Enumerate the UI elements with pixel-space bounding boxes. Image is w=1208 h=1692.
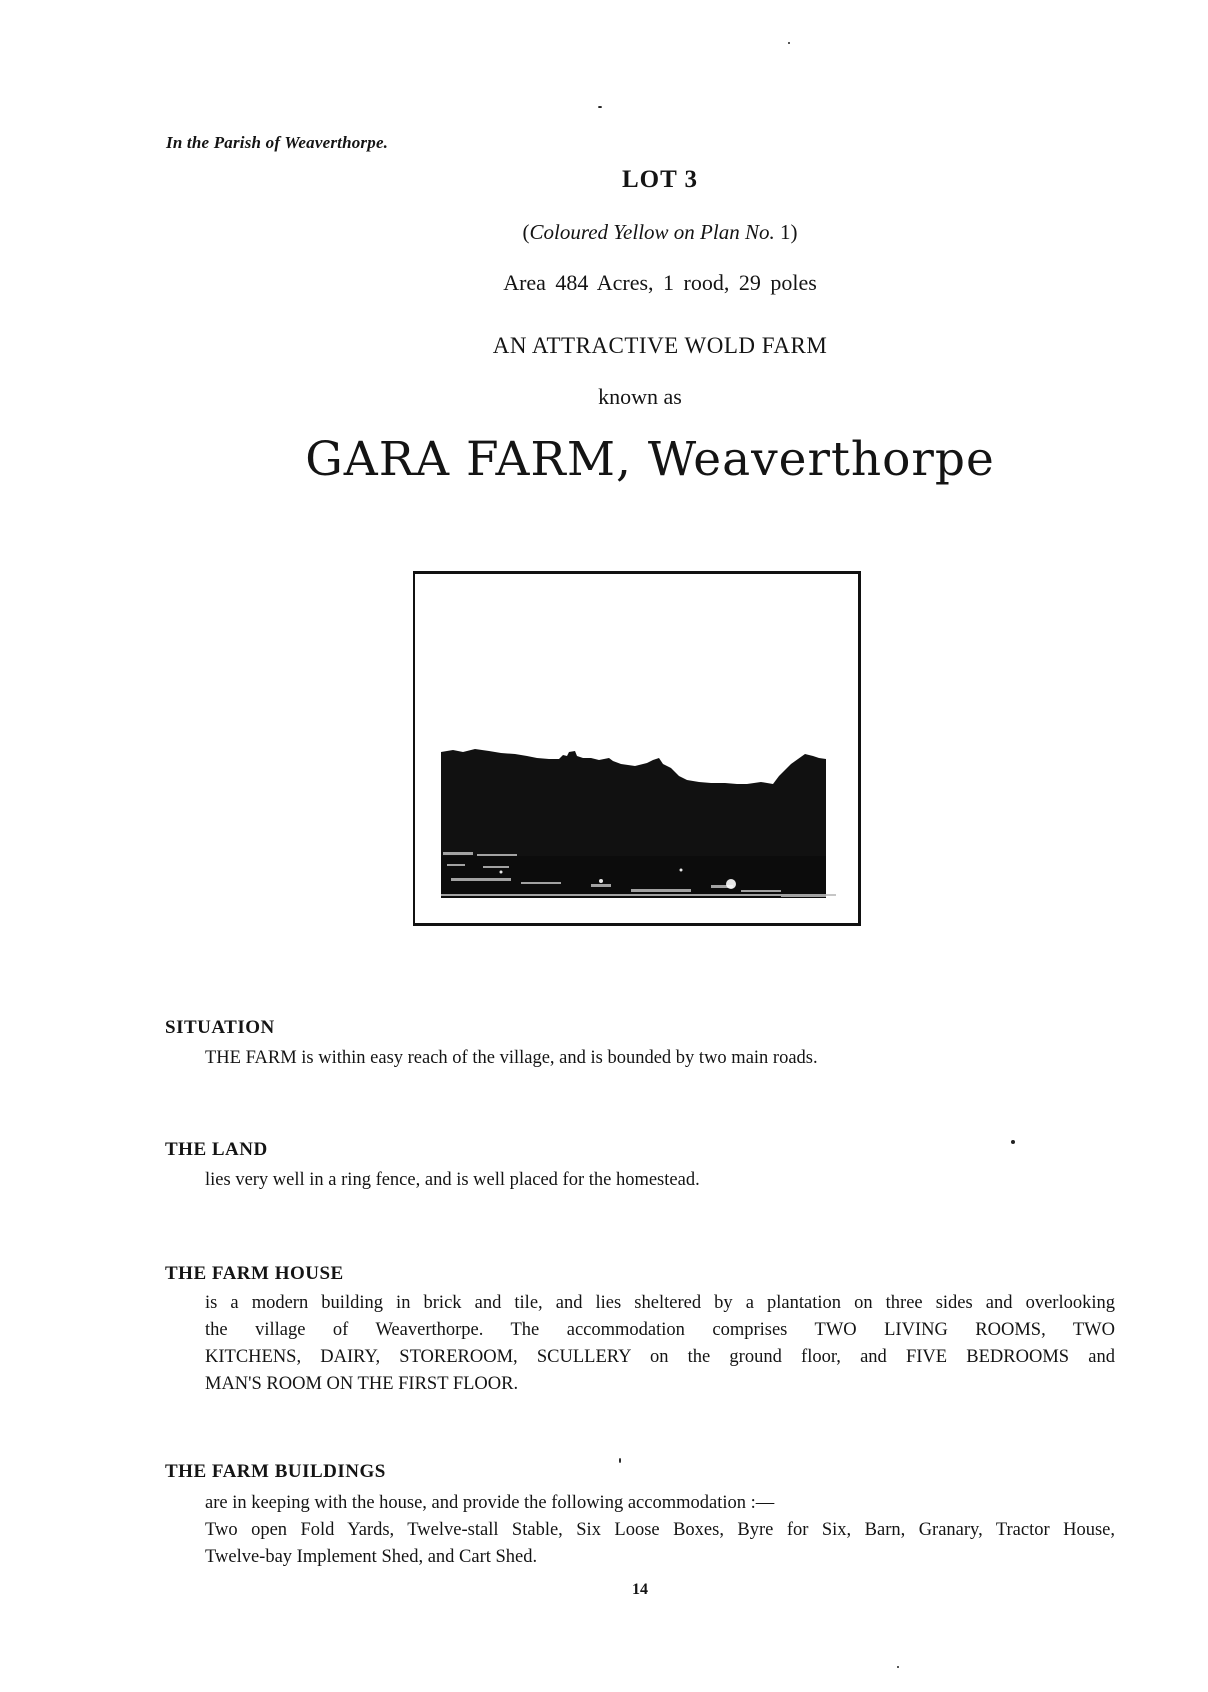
farm-house-heading: THE FARM HOUSE [165, 1263, 344, 1284]
farm-house-line: is a modern building in brick and tile, and lies sheltered by a plantation on three sides and overlooking [205, 1293, 1115, 1313]
land-text [205, 1167, 1115, 1194]
plan-note-open: ( [522, 220, 530, 244]
farm-house-line: MAN'S ROOM ON THE FIRST FLOOR. [205, 1374, 519, 1394]
farm-buildings-line: Two open Fold Yards, Twelve-stall Stable, Six Loose Boxes, Byre for Six, Barn, Granary, Tractor House, [205, 1520, 1115, 1540]
plan-note [360, 220, 960, 245]
plan-note-number: 1) [774, 220, 798, 244]
scan-speck [619, 1458, 621, 1463]
scan-speck [788, 42, 790, 44]
farm-photograph-image [441, 744, 836, 904]
scan-speck [897, 1666, 899, 1668]
farm-house-line: the village of Weaverthorpe. The accommodation comprises TWO LIVING ROOMS, TWO [205, 1320, 1115, 1340]
land-heading: THE LAND [165, 1139, 268, 1160]
farm-house-text [205, 1290, 1115, 1398]
farm-buildings-line: are in keeping with the house, and provide the following accommodation :— [205, 1493, 775, 1513]
land-line: lies very well in a ring fence, and is well placed for the homestead. [205, 1170, 700, 1190]
page-number: 14 [632, 1581, 648, 1598]
farm-buildings-text [205, 1490, 1115, 1571]
situation-text [205, 1045, 1115, 1072]
photo-frame [413, 571, 861, 926]
farm-buildings-line: Twelve-bay Implement Shed, and Cart Shed. [205, 1547, 538, 1567]
parish-caption: In the Parish of Weaverthorpe. [166, 133, 389, 152]
farm-subtitle: AN ATTRACTIVE WOLD FARM [492, 333, 828, 358]
situation-heading: SITUATION [165, 1017, 275, 1038]
farm-house-line: KITCHENS, DAIRY, STOREROOM, SCULLERY on the ground floor, and FIVE BEDROOMS and [205, 1347, 1115, 1367]
farm-photograph [441, 744, 836, 904]
scan-speck [598, 106, 602, 108]
farm-name-title: GARA FARM, Weaverthorpe [305, 432, 995, 487]
area-line: Area 484 Acres, 1 rood, 29 poles [503, 270, 817, 295]
situation-line: THE FARM is within easy reach of the village, and is bounded by two main roads. [205, 1048, 818, 1068]
plan-note-italic: Coloured Yellow on Plan No. [529, 220, 775, 244]
lot-title: LOT 3 [621, 166, 699, 193]
farm-buildings-heading: THE FARM BUILDINGS [165, 1461, 386, 1482]
known-as-line: known as [598, 384, 682, 409]
scan-speck [1011, 1140, 1015, 1144]
